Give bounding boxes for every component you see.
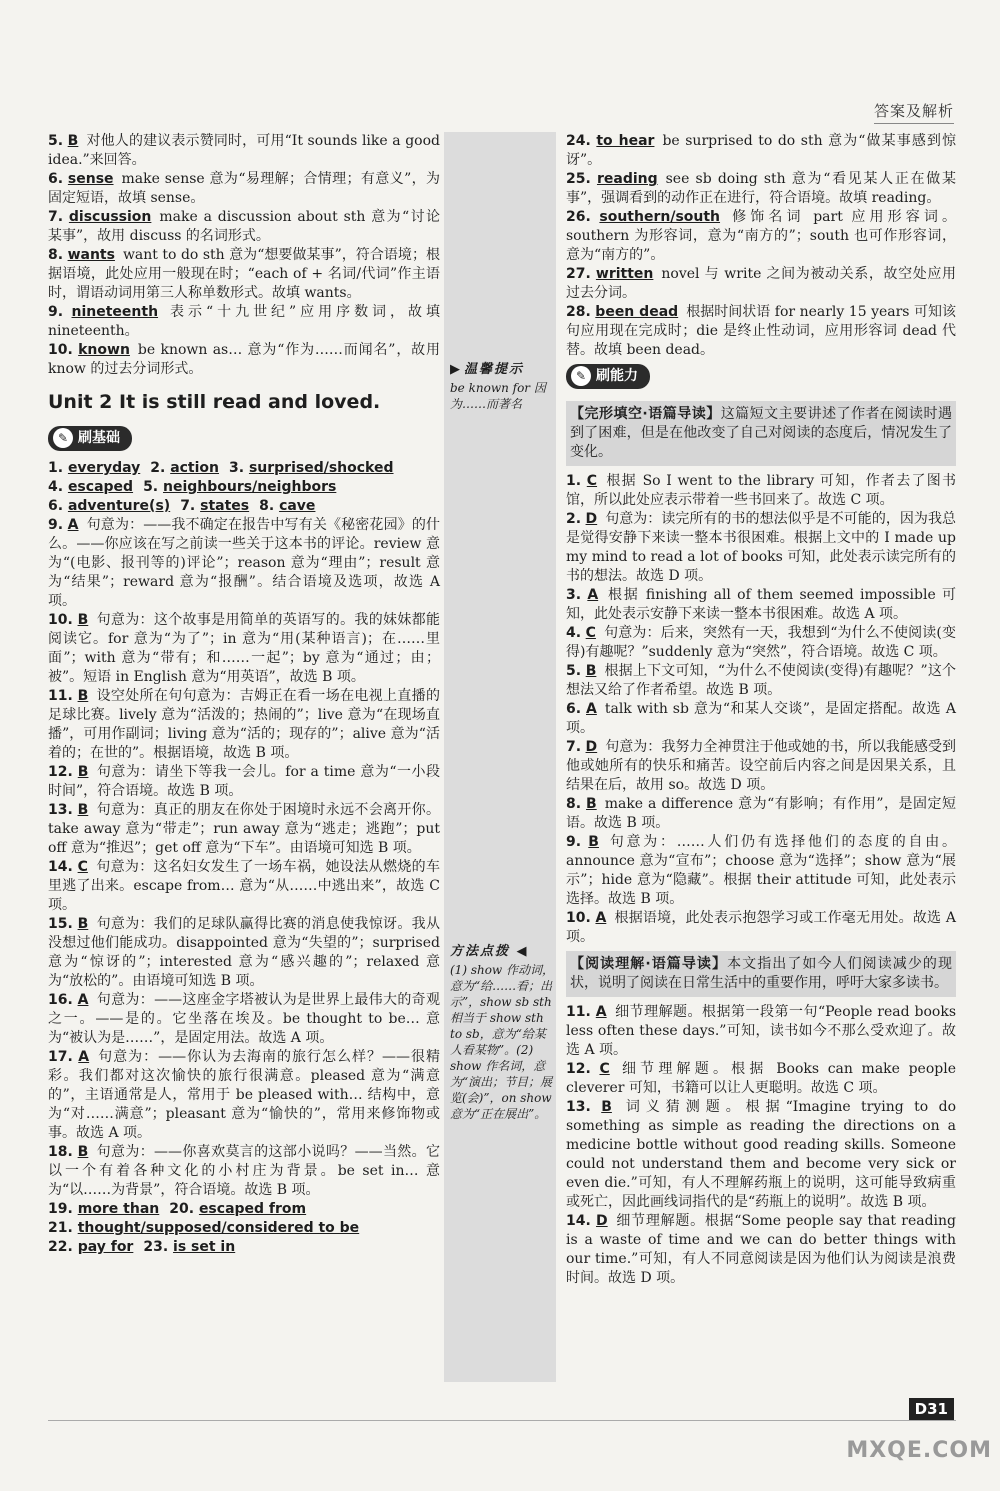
item-number: 5. (48, 133, 64, 149)
item-number: 10. (48, 342, 73, 358)
answer-item (566, 586, 956, 624)
item-answer: written (595, 266, 654, 282)
section-badge-basic: ✎ 刷基础 (48, 426, 132, 451)
item-explanation: 句意为：真正的朋友在你处于困境时永远不会离开你。take away 意为“带走”；run away 意为“逃走；逃跑”；put off 意为“推迟”；get off 意为“下车”。由语境可知选 B 项。 (48, 802, 441, 856)
fill-answer: adventure(s) (67, 498, 171, 514)
answer-item (48, 858, 440, 915)
item-explanation: 修饰名词 part 应用形容词。southern 为形容词，意为“南方的”；south 也可作形容词，意为“南方的”。 (566, 209, 957, 263)
item-answer: B (77, 612, 89, 628)
item-number: 10. (48, 612, 73, 628)
item-answer: been dead (595, 304, 679, 320)
item-number: 24. (566, 133, 591, 149)
item-answer: B (77, 916, 89, 932)
fill-line (48, 459, 440, 478)
answer-item (48, 341, 440, 379)
item-explanation: see sb doing sth 意为“看见某人正在做某事”，强调看到的动作正在进行，符合语境。故填 reading。 (566, 171, 956, 206)
fill-in-answers (48, 459, 440, 516)
cloze-guide (566, 401, 956, 466)
item-explanation: 句意为：——你喜欢莫言的这部小说吗？——当然。它以一个有着各种文化的小村庄为背景。be set in… 意为“以……为背景”，符合语境。故选 B 项。 (48, 1144, 441, 1198)
item-explanation: 根据上下文可知，“为什么不使阅读(变得)有趣呢？”这个想法又给了作者希望。故选 B 项。 (566, 663, 956, 698)
answer-item (48, 208, 440, 246)
answer-item (566, 170, 956, 208)
item-number: 14. (566, 1213, 591, 1229)
answer-item (566, 1098, 956, 1212)
fill-number: 3. (229, 460, 245, 476)
item-answer: B (601, 1099, 612, 1115)
fill-answer: everyday (67, 460, 141, 476)
item-explanation: 细节理解题。根据“Some people say that reading is a waste of time and we can do better things with our time.”可知，有人不同意阅读是因为他们认为阅读是浪费时间。故选 D 项。 (566, 1213, 956, 1286)
item-explanation: 词义猜测题。根据“Imagine trying to do something as simple as reading the directions on a medicine bottle without good reading skills. Someone could not understand them and become very sick or even die.”可知，有人不理解药瓶上的说明，这可能导致病重或死亡，因此画线词指代的是“药瓶上的说明”。故选 B 项。 (566, 1099, 957, 1210)
item-number: 13. (566, 1099, 591, 1115)
item-number: 7. (566, 739, 582, 755)
item-explanation: 句意为：这个故事是用简单的英语写的。我的妹妹都能阅读它。for 意为“为了”；in 意为“用(某种语言)；在……里面”；with 意为“带有；和……一起”；by 意为“通过；由；被”。短语 in English 意为“用英语”，故选 B 项。 (48, 612, 441, 685)
fill-number: 8. (259, 498, 275, 514)
section-badge-ability: ✎ 刷能力 (566, 364, 650, 389)
answer-item (48, 303, 440, 341)
item-explanation: 对他人的建议表示赞同时，可用“It sounds like a good idea.”来回答。 (48, 133, 440, 168)
fill-line (48, 1219, 440, 1238)
arrow-right-icon: ▶ (450, 362, 462, 377)
item-number: 8. (566, 796, 582, 812)
fill-number: 7. (180, 498, 196, 514)
item-answer: southern/south (599, 209, 721, 225)
fill-answer: thought/supposed/considered to be (77, 1220, 360, 1236)
pencil-icon: ✎ (53, 428, 73, 448)
item-answer: D (585, 739, 598, 755)
item-number: 28. (566, 304, 591, 320)
answer-list-unit2 (48, 516, 440, 1200)
item-explanation: 表示“十九世纪”应用序数词，故填 nineteenth。 (48, 304, 440, 339)
item-explanation: 根据语境，此处表示抱怨学习或工作毫无用处。故选 A 项。 (566, 910, 956, 945)
item-answer: A (587, 587, 599, 603)
item-number: 12. (566, 1061, 591, 1077)
answer-item (566, 738, 956, 795)
item-number: 1. (566, 473, 582, 489)
answer-item (48, 170, 440, 208)
answer-item (566, 1060, 956, 1098)
answer-item (48, 132, 440, 170)
item-answer: C (77, 859, 88, 875)
answer-item (566, 624, 956, 662)
item-answer: A (67, 517, 79, 533)
answer-item (566, 1003, 956, 1060)
item-explanation: 句意为：……人们仍有选择他们的态度的自由。announce 意为“宣布”；choose 意为“选择”；show 意为“展示”；hide 意为“隐藏”。根据 their attitude 可知，此处表示选择。故选 B 项。 (566, 834, 957, 907)
arrow-right-icon: ◀ (510, 944, 529, 959)
answer-item (48, 611, 440, 687)
item-explanation: make a discussion about sth 意为“讨论某事”，故用 discuss 的名词形式。 (48, 209, 440, 244)
answer-list-unit1 (48, 132, 440, 379)
item-answer: C (599, 1061, 610, 1077)
answer-item (48, 1048, 440, 1143)
answer-item (566, 1212, 956, 1288)
fill-in-answers-b (48, 1200, 440, 1257)
guide-text: 这篇短文主要讲述了作者在阅读时遇到了困难，但是在他改变了自己对阅读的态度后，情况发生了变化。 (570, 406, 952, 460)
guide-label: 【阅读理解·语篇导读】 (570, 956, 728, 972)
fill-answer: is set in (173, 1239, 236, 1255)
item-number: 6. (48, 171, 64, 187)
item-number: 15. (48, 916, 73, 932)
fill-number: 20. (169, 1201, 195, 1217)
right-column (566, 132, 956, 1288)
tip-text: (1) show 作动词，意为“给……看；出示”，show sb sth 相当于 show sth to sb，意为“给某人看某物”。(2) show 作名词，意为“演出；节目；展览(会)”，on show 意为“正在展出”。 (450, 963, 555, 1121)
answer-list-reading (566, 1003, 956, 1288)
answer-item (48, 1143, 440, 1200)
item-answer: to hear (596, 133, 655, 149)
running-head: 答案及解析 (874, 100, 954, 124)
item-number: 17. (48, 1049, 73, 1065)
answer-item (48, 763, 440, 801)
answer-item (566, 132, 956, 170)
fill-line (48, 497, 440, 516)
answer-item (566, 208, 956, 265)
tip-text: be known for 因为……而著名 (450, 381, 546, 411)
item-answer: B (77, 688, 89, 704)
fill-number: 2. (150, 460, 166, 476)
item-answer: B (67, 133, 79, 149)
answer-item (48, 915, 440, 991)
item-number: 27. (566, 266, 591, 282)
item-explanation: 句意为：——这座金字塔被认为是世界上最伟大的奇观之一。——是的。它坐落在埃及。be thought to be… 意为“被认为是……”，是固定用法。故选 A 项。 (48, 992, 440, 1046)
item-number: 2. (566, 511, 582, 527)
item-explanation: 根据 So I went to the library 可知，作者去了图书馆，所以此处应表示带着一些书回来了。故选 C 项。 (566, 473, 956, 508)
guide-label: 【完形填空·语篇导读】 (570, 406, 721, 422)
item-number: 13. (48, 802, 73, 818)
fill-number: 21. (48, 1220, 73, 1236)
item-explanation: 句意为：后来，突然有一天，我想到“为什么不使阅读(变得)有趣呢？”suddenly 意为“突然”，符合语境。故选 C 项。 (566, 625, 957, 660)
item-explanation: 句意为：——我不确定在报告中写有关《秘密花园》的什么。——你应该在写之前读一些关于这本书的评论。review 意为“(电影、报刊等的)评论”；reason 意为“理由”；result 意为“结果”；reward 意为“报酬”。结合语境及选项，故选 A 项。 (48, 517, 441, 609)
fill-line (48, 1238, 440, 1257)
item-answer: D (596, 1213, 608, 1229)
answer-item (48, 687, 440, 763)
item-answer: A (586, 701, 597, 717)
item-answer: A (77, 992, 89, 1008)
answer-list-cloze (566, 472, 956, 947)
answer-item (566, 662, 956, 700)
fill-number: 19. (48, 1201, 73, 1217)
fill-number: 23. (143, 1239, 169, 1255)
fill-answer: cave (279, 498, 316, 514)
fill-line (48, 1200, 440, 1219)
left-column (48, 132, 440, 1257)
fill-answer: escaped (67, 479, 134, 495)
item-explanation: 细节理解题。根据 Books can make people cleverer 可知，书籍可以让人更聪明。故选 C 项。 (566, 1061, 956, 1096)
fill-answer: neighbours/neighbors (163, 479, 337, 495)
fill-answer: more than (77, 1201, 160, 1217)
answer-item (48, 246, 440, 303)
answer-item (566, 472, 956, 510)
fill-answer: surprised/shocked (248, 460, 394, 476)
answer-item (48, 991, 440, 1048)
answer-item (566, 833, 956, 909)
fill-answer: escaped from (198, 1201, 307, 1217)
item-number: 7. (48, 209, 64, 225)
fill-answer: action (170, 460, 220, 476)
item-number: 4. (566, 625, 582, 641)
item-explanation: make sense 意为“易理解；合情理；有意义”，为固定短语，故填 sense。 (48, 171, 441, 206)
item-answer: B (77, 1144, 89, 1160)
unit-title: Unit 2 It is still read and loved. (48, 391, 381, 413)
fill-number: 5. (143, 479, 159, 495)
reading-guide (566, 951, 956, 997)
tip-title: ▶ 温馨提示 (450, 362, 525, 377)
item-number: 8. (48, 247, 64, 263)
fill-line (48, 478, 440, 497)
item-number: 9. (566, 834, 582, 850)
item-explanation: 句意为：这名妇女发生了一场车祸，她设法从燃烧的车里逃了出来。escape from… 意为“从……中逃出来”，故选 C 项。 (48, 859, 441, 913)
item-explanation: 细节理解题。根据第一段第一句“People read books less often these days.”可知，读书如今不那么受欢迎了。故选 A 项。 (566, 1004, 957, 1058)
item-answer: A (78, 1049, 90, 1065)
answer-item (566, 265, 956, 303)
fill-answer: pay for (77, 1239, 134, 1255)
tip-box-method (450, 944, 554, 1122)
item-answer: reading (596, 171, 658, 187)
answer-item (566, 303, 956, 360)
item-explanation: talk with sb 意为“和某人交谈”，是固定搭配。故选 A 项。 (566, 701, 956, 736)
item-number: 11. (48, 688, 73, 704)
item-number: 12. (48, 764, 73, 780)
answer-list-fill (566, 132, 956, 360)
item-answer: B (77, 764, 89, 780)
item-explanation: 句意为：我努力全神贯注于他或她的书，所以我能感受到他或她所有的快乐和痛苦。设空前后内容之间是因果关系，且结果在后，故用 so。故选 D 项。 (566, 739, 956, 793)
item-number: 14. (48, 859, 73, 875)
tip-box-warm (450, 362, 554, 412)
item-explanation: 根据时间状语 for nearly 15 years 可知该句应用现在完成时；die 是终止性动词，应用形容词 dead 代替。故填 been dead。 (566, 304, 957, 358)
item-explanation: 句意为：——你认为去海南的旅行怎么样？——很精彩。我们都对这次愉快的旅行很满意。pleased 意为“满意的”，主语通常是人，常用于 be pleased with… 结构中，意为“对……满意”；pleasant 意为“愉快的”，常用来修饰物或事。故选 A 项。 (48, 1049, 441, 1141)
fill-number: 22. (48, 1239, 73, 1255)
item-answer: B (586, 796, 597, 812)
item-answer: nineteenth (71, 304, 159, 320)
item-answer: B (585, 663, 597, 679)
item-answer: C (586, 473, 598, 489)
item-explanation: 根据 finishing all of them seemed impossible 可知，此处表示安静下来读一整本书很困难。故选 A 项。 (566, 587, 957, 622)
item-answer: B (77, 802, 89, 818)
item-explanation: 设空处所在句句意为：吉姆正在看一场在电视上直播的足球比赛。lively 意为“活泼的；热闹的”；live 意为“在现场直播”，可用作副词；living 意为“活的；现存的”；alive 意为“活着的；在世的”。根据语境，故选 B 项。 (48, 688, 441, 761)
item-explanation: novel 与 write 之间为被动关系，故空处应用过去分词。 (566, 266, 956, 301)
item-number: 11. (566, 1004, 591, 1020)
item-number: 16. (48, 992, 73, 1008)
item-answer: A (595, 910, 607, 926)
item-number: 6. (566, 701, 582, 717)
page-number: D31 (909, 1398, 954, 1420)
watermark: MXQE.COM (846, 1438, 992, 1463)
item-answer: B (588, 834, 599, 850)
item-answer: A (595, 1004, 607, 1020)
guide-text: 本文指出了如今人们阅读减少的现状，说明了阅读在日常生活中的重要作用，呼吁大家多读书。 (570, 956, 952, 991)
item-explanation: 句意为：我们的足球队赢得比赛的消息使我惊讶。我从没想过他们能成功。disappointed 意为“失望的”；surprised 意为“惊讶的”；interested 意为“感兴趣的”；relaxed 意为“放松的”。由语境可知选 B 项。 (48, 916, 441, 989)
pencil-icon: ✎ (571, 366, 591, 386)
item-answer: known (78, 342, 130, 358)
item-explanation: 句意为：请坐下等我一会儿。for a time 意为“一小段时间”，符合语境。故选 B 项。 (48, 764, 441, 799)
item-explanation: make a difference 意为“有影响；有作用”，是固定短语。故选 B 项。 (566, 796, 956, 831)
item-answer: wants (67, 247, 115, 263)
item-explanation: be surprised to do sth 意为“做某事感到惊讶”。 (566, 133, 957, 168)
item-number: 18. (48, 1144, 73, 1160)
item-number: 9. (48, 304, 64, 320)
item-explanation: 句意为：读完所有的书的想法似乎是不可能的，因为我总是觉得安静下来读一整本书很困难。根据上文中的 I made up my mind to read a lot of books 可知，此处表示读完所有的书的想法。故选 D 项。 (566, 511, 956, 584)
item-answer: C (585, 625, 596, 641)
item-answer: sense (67, 171, 114, 187)
item-number: 3. (566, 587, 582, 603)
divider (48, 1420, 956, 1421)
item-number: 26. (566, 209, 591, 225)
answer-item (566, 909, 956, 947)
answer-item (48, 801, 440, 858)
item-answer: D (585, 511, 598, 527)
item-number: 5. (566, 663, 582, 679)
answer-item (48, 516, 440, 611)
margin-strip (444, 132, 556, 1382)
fill-number: 6. (48, 498, 64, 514)
item-explanation: be known as… 意为“作为……而闻名”，故用 know 的过去分词形式。 (48, 342, 441, 377)
fill-number: 1. (48, 460, 64, 476)
item-explanation: want to do sth 意为“想要做某事”，符合语境；根据语境，此处应用一般现在时；“each of + 名词/代词”作主语时，谓语动词用第三人称单数形式。故填 wants。 (48, 247, 440, 301)
tip-title: 方法点拨 ◀ (450, 944, 529, 959)
item-number: 10. (566, 910, 591, 926)
answer-item (566, 700, 956, 738)
answer-item (566, 795, 956, 833)
fill-answer: states (200, 498, 250, 514)
fill-number: 4. (48, 479, 64, 495)
item-number: 25. (566, 171, 591, 187)
item-answer: discussion (68, 209, 152, 225)
item-number: 9. (48, 517, 64, 533)
answer-item (566, 510, 956, 586)
